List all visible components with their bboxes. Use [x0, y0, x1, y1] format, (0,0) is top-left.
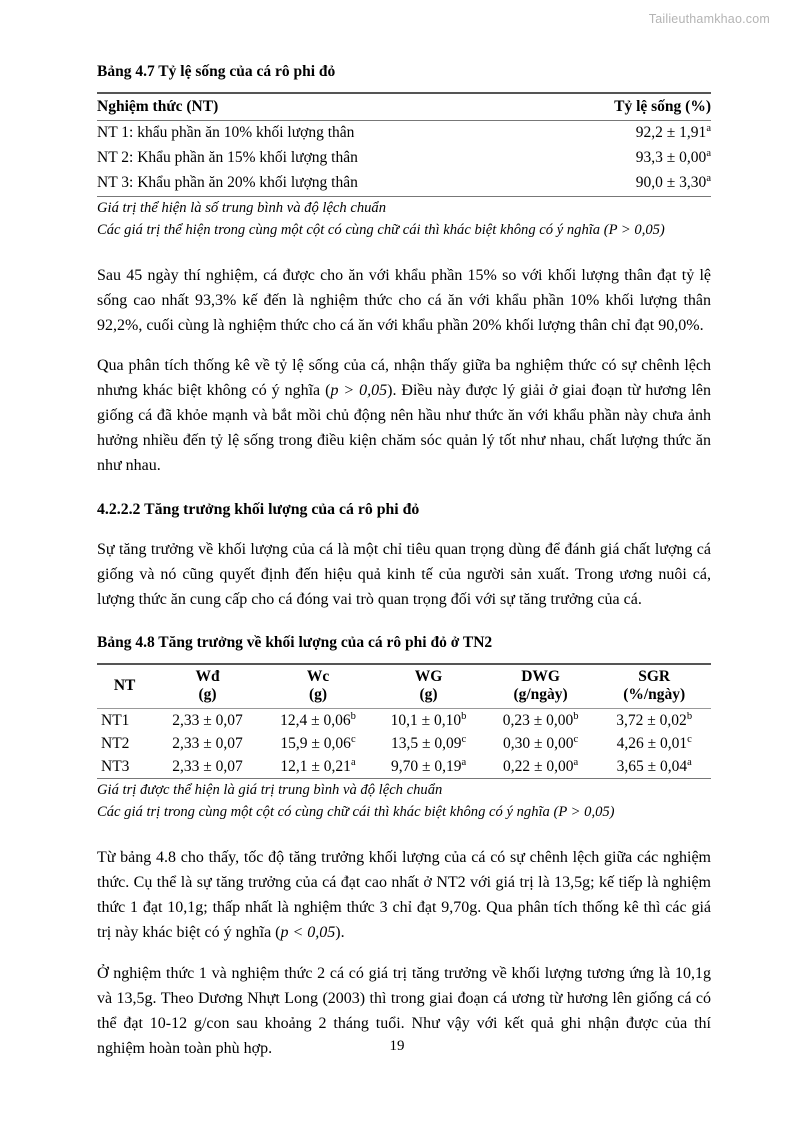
superscript-letter: c [573, 733, 579, 745]
p-value-inline: p < 0,05 [280, 924, 336, 942]
superscript-letter: a [706, 173, 711, 185]
value-text: 10,1 ± 0,10 [390, 711, 462, 729]
table-48-body [97, 709, 711, 779]
value-text: 4,26 ± 0,01 [616, 734, 688, 752]
table-48-head [97, 664, 711, 709]
value-text: 13,5 ± 0,09 [390, 734, 462, 752]
table-row [97, 93, 711, 121]
table-48-cell-nt: NT1 [101, 711, 130, 729]
table-47-head [97, 93, 711, 121]
value-text: 12,4 ± 0,06 [280, 711, 351, 729]
table-row [97, 709, 711, 733]
section-heading-4222: 4.2.2.2 Tăng trưởng khối lượng của cá rô phi đỏ [97, 501, 420, 519]
table-48-header-wg [373, 664, 484, 709]
superscript-letter: c [350, 733, 356, 745]
table-47-note-2: Các giá trị thể hiện trong cùng một cột có cùng chữ cái thì khác biệt không có ý nghĩa (P > 0,05) [97, 221, 665, 238]
table-48-header-sgr [597, 664, 711, 709]
table-48-cell-dwg [484, 709, 598, 733]
table-47-cell-value [545, 120, 711, 146]
table-row [97, 732, 711, 755]
table-48-cell-wg [373, 732, 484, 755]
table-48-cell-nt: NT3 [97, 755, 152, 779]
value-text: 0,22 ± 0,00 [502, 757, 574, 775]
value-text: 12,1 ± 0,21 [280, 757, 351, 775]
table-48-note-2: Các giá trị trong cùng một cột có cùng chữ cái thì khác biệt không có ý nghĩa (P > 0,05) [97, 804, 615, 821]
table-48 [97, 663, 711, 780]
table-48-cell-wd [152, 709, 263, 733]
header-line-2: (g) [308, 686, 328, 704]
superscript-letter: b [686, 710, 693, 722]
table-48-cell-sgr [597, 709, 711, 733]
table-48-cell-nt: NT2 [101, 734, 130, 752]
header-line-1: Wđ [195, 667, 220, 685]
paragraph-part-b: ). [335, 924, 345, 942]
superscript-letter: a [350, 756, 356, 768]
table-48-cell-wd [152, 755, 263, 779]
value-text: 2,33 ± 0,07 [172, 711, 243, 729]
table-48-header-dwg [484, 664, 598, 709]
table-47-cell-treatment: NT 3: Khẩu phần ăn 20% khối lượng thân [97, 171, 545, 197]
paragraph-part-b: ). Điều này được lý giải ở giai đoạn từ hương lên giống cá đã khỏe mạnh và bắt mồi chủ động nên hầu như thức ăn với khẩu phần này chưa ảnh hưởng nhiều đến tỷ lệ sống trong điều kiện chăm sóc quản lý tốt như nhau, chất lượng thức ăn như nhau. [97, 382, 712, 475]
value-text: 2,33 ± 0,07 [172, 734, 243, 752]
paragraph-growth-intro: Sự tăng trưởng về khối lượng của cá là một chỉ tiêu quan trọng dùng để đánh giá chất lượng cá giống và nó cũng quyết định đến hiệu quả kinh tế của người sản xuất. Trong ương nuôi cá, lượng thức ăn cung cấp cho cá đóng vai trò quan trọng đối với sự tăng trưởng của cá. [97, 540, 711, 608]
table-row [97, 120, 711, 146]
table-48-cell-dwg [484, 732, 598, 755]
table-48-note-1: Giá trị được thể hiện là giá trị trung bình và độ lệch chuẩn [97, 782, 443, 799]
table-48-cell-wc [263, 709, 374, 733]
paragraph-statistical-analysis [97, 353, 711, 479]
superscript-letter: a [687, 756, 692, 768]
value-text: 0,23 ± 0,00 [502, 711, 574, 729]
header-line-1: Wc [306, 667, 330, 685]
table-48-cell-sgr [597, 732, 711, 755]
table-48-cell-wg [373, 755, 484, 779]
superscript-letter: b [350, 710, 356, 722]
superscript-letter: a [461, 756, 467, 768]
table-48-header-wd [152, 664, 263, 709]
table-47-cell-value [545, 146, 711, 171]
paragraph-part-a: Qua phân tích thống kê về tỷ lệ sống của cá, nhận thấy giữa ba nghiệm thức có sự chênh lệch nhưng khác biệt không có ý nghĩa ( [97, 356, 711, 400]
superscript-letter: c [687, 733, 692, 745]
value-text: 3,72 ± 0,02 [616, 711, 687, 729]
table-48-cell-wc [263, 755, 374, 779]
value-text: 9,70 ± 0,19 [390, 757, 462, 775]
header-line-2: (g) [198, 686, 217, 704]
page-number: 19 [389, 1038, 405, 1054]
table-47-body [97, 120, 711, 196]
table-47 [97, 92, 711, 197]
page-content [97, 62, 711, 1061]
table-48-cell-wg [373, 709, 484, 733]
table-row [97, 146, 711, 171]
table-47-header-treatment: Nghiệm thức (NT) [97, 93, 545, 121]
value-text: 2,33 ± 0,07 [172, 757, 243, 775]
superscript-letter: c [461, 733, 467, 745]
table-47-cell-treatment: NT 1: khẩu phần ăn 10% khối lượng thân [97, 124, 355, 142]
value-text: 92,2 ± 1,91 [635, 124, 707, 142]
watermark-label: Tailieuthamkhao.com [648, 12, 770, 26]
table-47-cell-treatment: NT 2: Khẩu phần ăn 15% khối lượng thân [97, 149, 358, 167]
value-text: 90,0 ± 3,30 [635, 174, 707, 192]
table-48-cell-sgr [597, 755, 711, 779]
table-row [97, 171, 711, 197]
header-line-1: WG [414, 667, 443, 685]
value-text: 3,65 ± 0,04 [616, 757, 688, 775]
superscript-letter: a [706, 148, 711, 160]
header-line-1: NT [113, 676, 136, 694]
paragraph-part-a: Từ bảng 4.8 cho thấy, tốc độ tăng trưởng khối lượng của cá có sự chênh lệch giữa các nghiệm thức. Cụ thể là sự tăng trưởng của cá đạt cao nhất ở NT2 với giá trị là 13,5g; kế tiếp là nghiệm thức 1 đạt 10,1g; thấp nhất là nghiệm thức 3 chỉ đạt 9,70g. Qua phân tích thống kê thì các giá trị này khác biệt có ý nghĩa ( [97, 849, 711, 942]
superscript-letter: b [461, 710, 467, 722]
table-47-header-survival: Tỷ lệ sống (%) [545, 93, 711, 121]
table-row [97, 755, 711, 779]
table-48-caption: Bảng 4.8 Tăng trưởng về khối lượng của cá rô phi đỏ ở TN2 [97, 633, 493, 651]
paragraph-growth-comparison [97, 845, 711, 945]
superscript-letter: b [573, 710, 579, 722]
table-row [97, 664, 711, 709]
table-48-cell-dwg [484, 755, 598, 779]
paragraph-literature-comparison: Ở nghiệm thức 1 và nghiệm thức 2 cá có giá trị tăng trưởng về khối lượng tương ứng là 10,1g và 13,5g. Theo Dương Nhựt Long (2003) thì trong giai đoạn cá ương từ hương lên giống cá có thể đạt 10-12 g/con sau khoảng 2 tháng tuổi. Như vậy với kết quả ghi nhận được của thí nghiệm hoàn toàn phù hợp. [97, 964, 711, 1057]
value-text: 0,30 ± 0,00 [502, 734, 574, 752]
table-48-header-wc [263, 664, 374, 709]
table-48-cell-wd [152, 732, 263, 755]
header-line-2: (%/ngày) [623, 686, 686, 704]
p-value-inline: p > 0,05 [330, 382, 388, 400]
header-line-2: (g) [419, 686, 438, 704]
header-line-1: SGR [638, 667, 671, 685]
superscript-letter: a [573, 756, 579, 768]
table-48-header-nt [97, 664, 152, 709]
table-48-cell-wc [263, 732, 374, 755]
value-text: 93,3 ± 0,00 [635, 149, 707, 167]
table-47-note-1: Giá trị thể hiện là số trung bình và độ lệch chuẩn [97, 199, 387, 216]
table-47-cell-value [545, 171, 711, 197]
paragraph-survival-summary: Sau 45 ngày thí nghiệm, cá được cho ăn với khẩu phần 15% so với khối lượng thân đạt tỷ lệ sống cao nhất 93,3% kế đến là nghiệm thức cho cá ăn với khẩu phần 10% khối lượng thân 92,2%, cuối cùng là nghiệm thức cho cá ăn với khẩu phần 20% khối lượng thân chỉ đạt 90,0%. [97, 266, 711, 334]
header-line-1: DWG [521, 667, 560, 685]
superscript-letter: a [706, 123, 711, 135]
header-line-2: (g/ngày) [513, 686, 568, 704]
value-text: 15,9 ± 0,06 [280, 734, 351, 752]
table-47-caption: Bảng 4.7 Tỷ lệ sống của cá rô phi đỏ [97, 63, 336, 80]
